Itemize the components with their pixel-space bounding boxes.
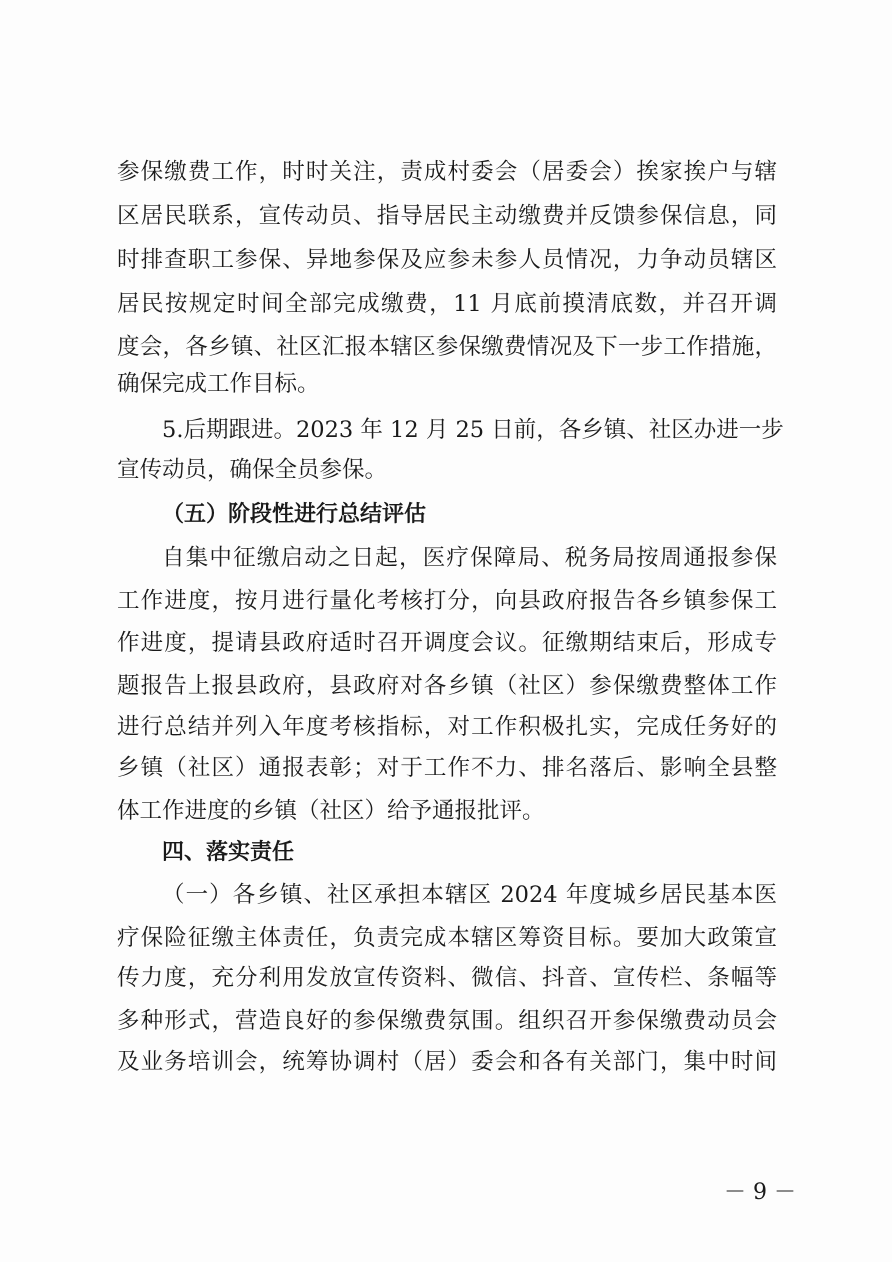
- body-text-line: 进行总结并列入年度考核指标，对工作积极扎实，完成任务好的: [117, 714, 777, 740]
- chapter-heading: 四、落实责任: [162, 840, 295, 865]
- body-text-line: 5.后期跟进。2023 年 12 月 25 日前，各乡镇、社区办进一步: [162, 417, 784, 443]
- body-text-line: 居民按规定时间全部完成缴费，11 月底前摸清底数，并召开调: [117, 291, 777, 317]
- body-text-line: 确保完成工作目标。: [117, 371, 320, 397]
- body-text-line: 自集中征缴启动之日起，医疗保障局、税务局按周通报参保: [162, 545, 777, 571]
- body-text-line: 体工作进度的乡镇（社区）给予通报批评。: [117, 798, 545, 824]
- page-number: － 9 －: [724, 1180, 796, 1205]
- body-text-line: 时排查职工参保、异地参保及应参未参人员情况，力争动员辖区: [117, 247, 777, 273]
- body-text-line: （一）各乡镇、社区承担本辖区 2024 年度城乡居民基本医: [162, 882, 777, 908]
- body-text-line: 题报告上报县政府，县政府对各乡镇（社区）参保缴费整体工作: [117, 673, 777, 699]
- body-text-line: 多种形式，营造良好的参保缴费氛围。组织召开参保缴费动员会: [117, 1008, 777, 1034]
- body-text-line: 乡镇（社区）通报表彰；对于工作不力、排名落后、影响全县整: [117, 755, 777, 781]
- body-text-line: 参保缴费工作，时时关注，责成村委会（居委会）挨家挨户与辖: [117, 159, 777, 185]
- body-text-line: 传力度，充分利用发放宣传资料、微信、抖音、宣传栏、条幅等: [117, 965, 777, 991]
- body-text-line: 宣传动员，确保全员参保。: [117, 457, 388, 483]
- body-text-line: 度会，各乡镇、社区汇报本辖区参保缴费情况及下一步工作措施，: [117, 334, 777, 360]
- body-text-line: 作进度，提请县政府适时召开调度会议。征缴期结束后，形成专: [117, 630, 777, 656]
- body-text-line: 区居民联系，宣传动员、指导居民主动缴费并反馈参保信息，同: [117, 203, 777, 229]
- body-text-line: 及业务培训会，统筹协调村（居）委会和各有关部门，集中时间: [117, 1049, 777, 1075]
- body-text-line: 疗保险征缴主体责任，负责完成本辖区筹资目标。要加大政策宣: [117, 925, 777, 951]
- body-text-line: 工作进度，按月进行量化考核打分，向县政府报告各乡镇参保工: [117, 588, 777, 614]
- section-heading: （五）阶段性进行总结评估: [162, 502, 427, 527]
